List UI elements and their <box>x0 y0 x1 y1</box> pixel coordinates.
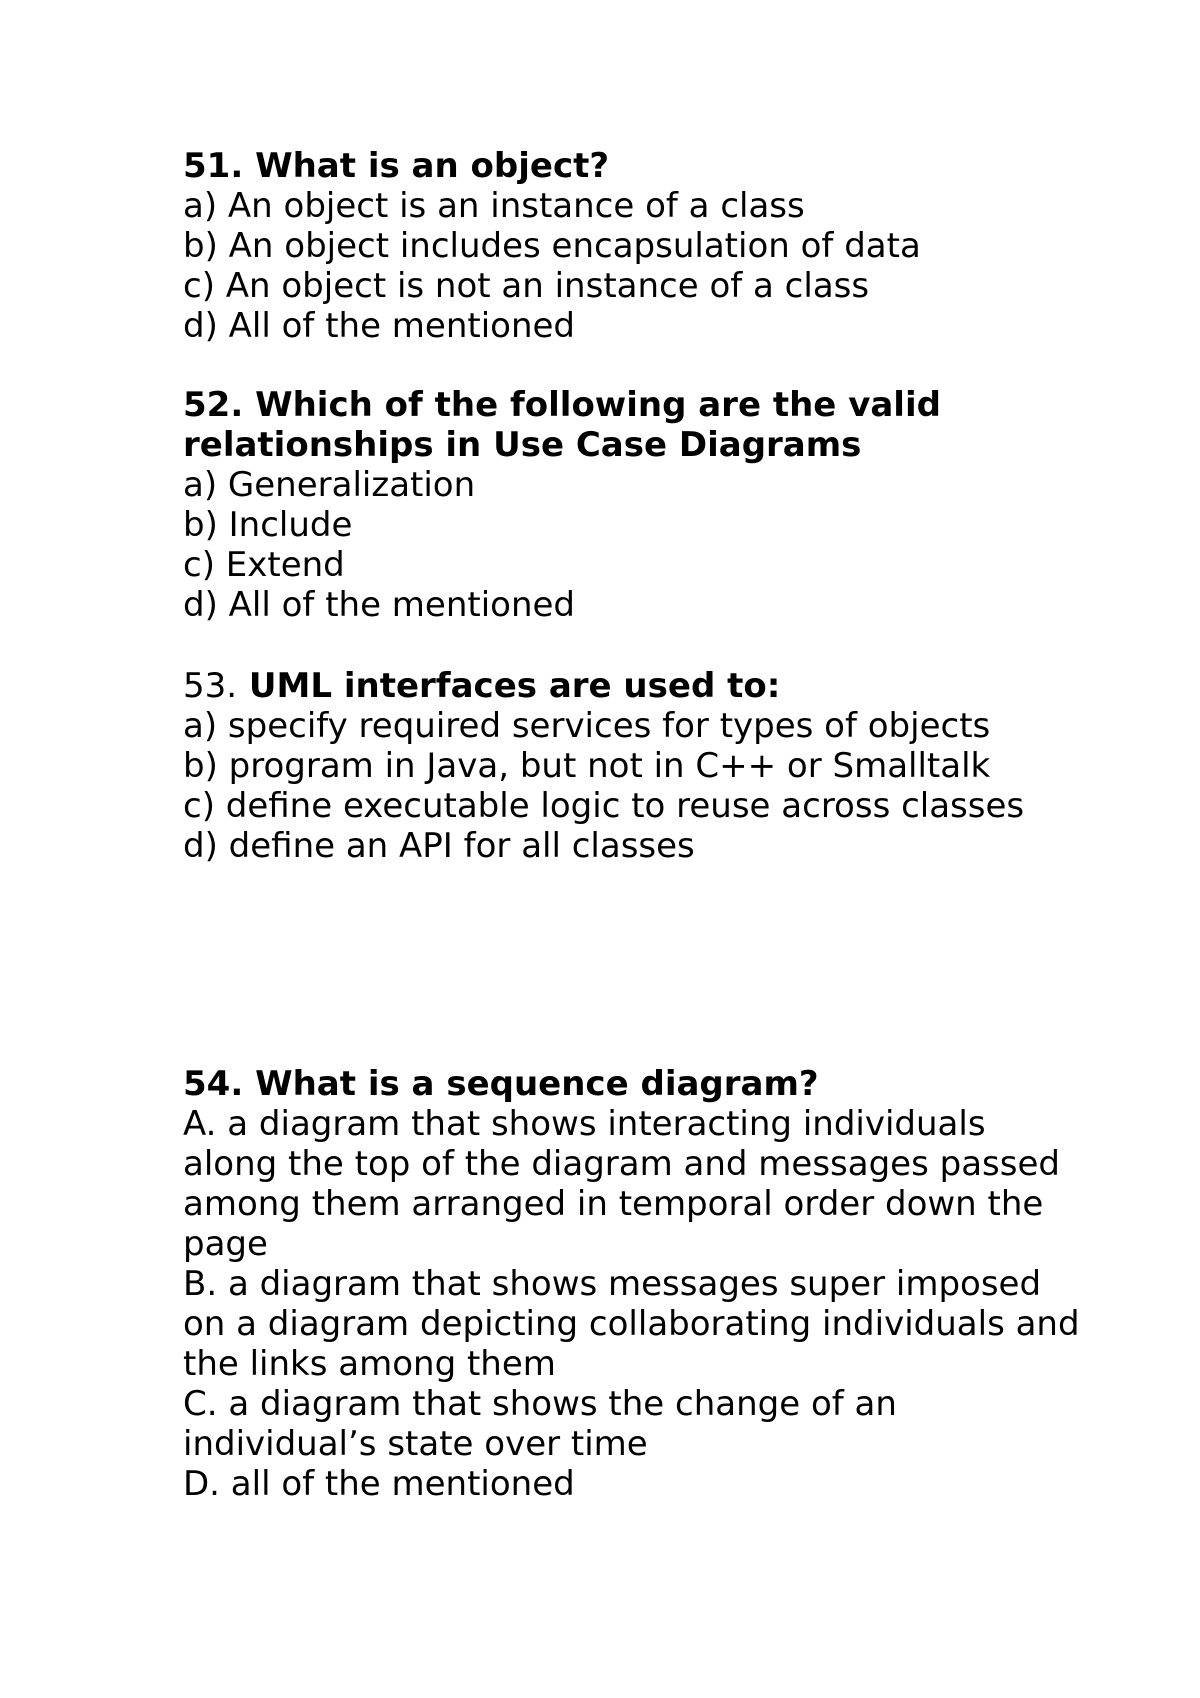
option-a: a) Generalization <box>183 465 476 505</box>
question-text: Which of the following are the valid relationships in Use Case Diagrams <box>183 385 941 465</box>
question-number: 54. <box>183 1064 244 1104</box>
question-53 <box>183 666 1083 866</box>
question-number: 53. <box>183 666 238 706</box>
option-c: C. a diagram that shows the change of an individual’s state over time <box>183 1384 897 1464</box>
option-b: b) program in Java, but not in C++ or Smalltalk <box>183 746 991 786</box>
question-text: UML interfaces are used to: <box>248 666 781 706</box>
question-54 <box>183 1064 1083 1504</box>
option-d: D. all of the mentioned <box>183 1464 575 1504</box>
question-number: 52. <box>183 385 244 425</box>
question-52 <box>183 385 1083 625</box>
question-title <box>183 666 1083 706</box>
option-c: c) An object is not an instance of a class <box>183 266 870 306</box>
option-b: b) An object includes encapsulation of data <box>183 226 921 266</box>
question-51 <box>183 146 1083 346</box>
question-text: What is an object? <box>255 146 610 186</box>
option-b: b) Include <box>183 505 353 545</box>
question-title <box>183 1064 1083 1104</box>
question-title <box>183 146 1083 186</box>
question-title <box>183 385 1083 465</box>
question-text: What is a sequence diagram? <box>255 1064 819 1104</box>
question-number: 51. <box>183 146 244 186</box>
option-b: B. a diagram that shows messages super imposed on a diagram depicting collaborating individuals and the links among them <box>183 1264 1080 1384</box>
option-d: d) All of the mentioned <box>183 306 576 346</box>
option-a: a) An object is an instance of a class <box>183 186 805 226</box>
option-d: d) All of the mentioned <box>183 585 576 625</box>
option-a: a) specify required services for types of objects <box>183 706 991 746</box>
option-c: c) Extend <box>183 545 345 585</box>
option-a: A. a diagram that shows interacting individuals along the top of the diagram and messages passed among them arranged in temporal order down the page <box>183 1104 1060 1264</box>
option-c: c) define executable logic to reuse across classes <box>183 786 1025 826</box>
option-d: d) define an API for all classes <box>183 826 695 866</box>
